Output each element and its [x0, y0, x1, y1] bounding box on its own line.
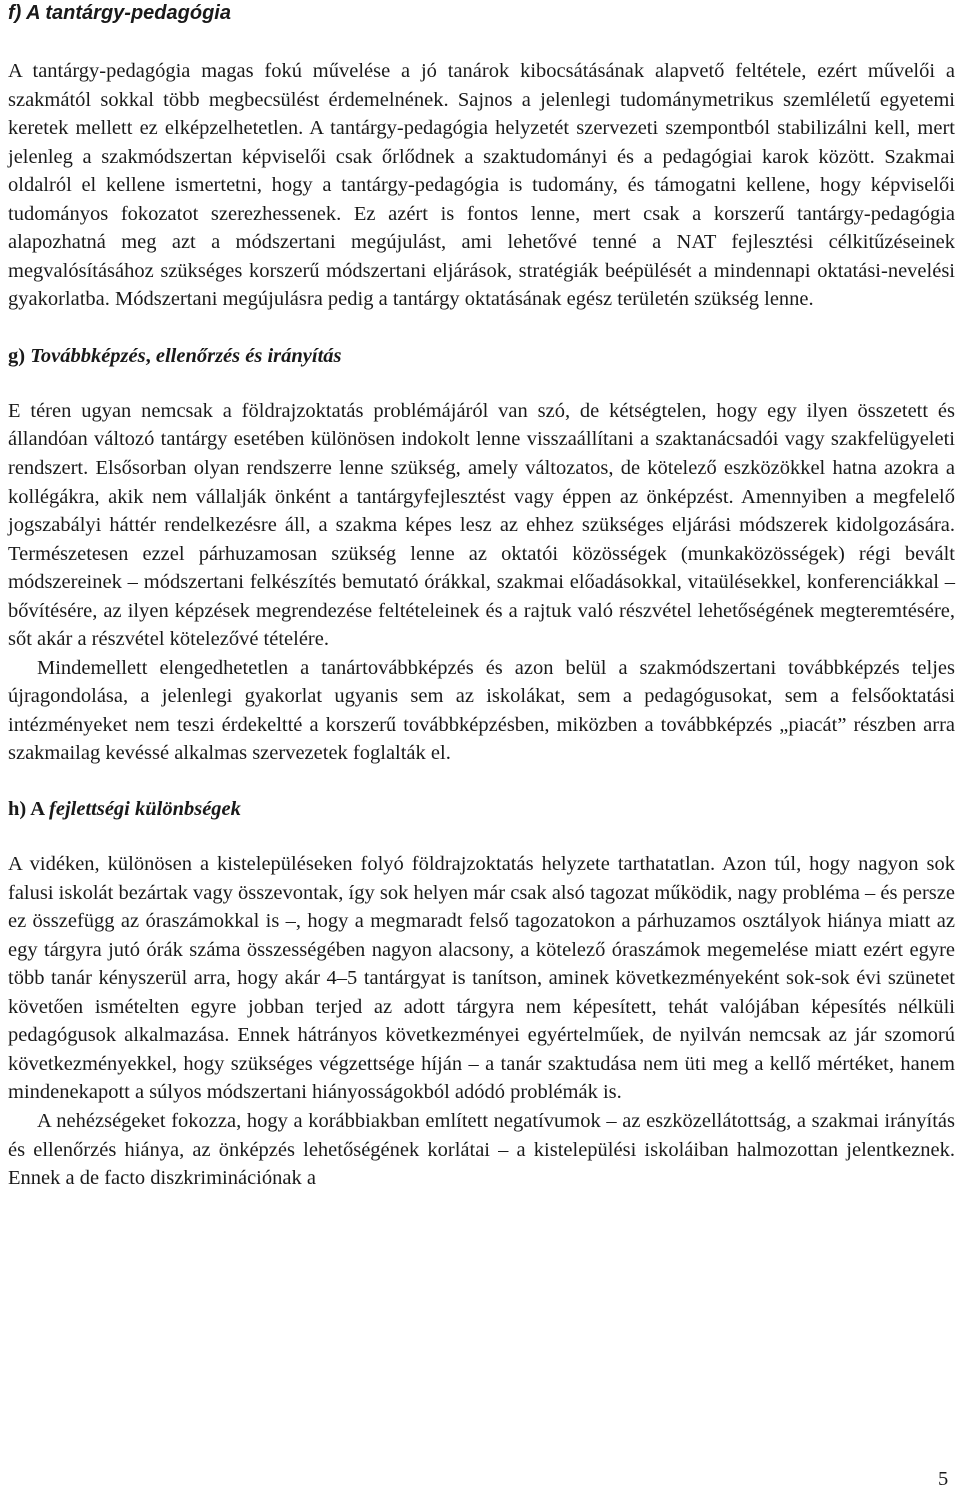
heading-g-separator: ,: [145, 344, 156, 367]
section-heading-h: [8, 796, 955, 822]
document-page: [8, 0, 955, 1193]
paragraph-f-1: A tantárgy-pedagógia magas fokú művelése a jó tanárok kibocsátásának alapvető feltétele, ezért művelői a szakmától sokkal több megbecsülést érdemelnének. Sajnos a jelenlegi tudománymetrikus szemléletű egyetemi keretek mellett ez elképzelhetetlen. A tantárgy-pedagógia helyzetét szervezeti szempontból stabilizálni kell, mert jelenleg a szakmódszertan képviselői csak őrlődnek a szaktudományi és a pedagógiai karok között. Szakmai oldalról el kellene ismertetni, hogy a tantárgy-pedagógia is tudomány, és támogatni kellene, hogy képviselői tudományos fokozatot szerezhessenek. Ez azért is fontos lenne, mert csak a korszerű tantárgy-pedagógia alapozhatná meg azt a módszertani megújulást, ami lehetővé tenné a NAT fejlesztési célkitűzéseinek megvalósításához szükséges korszerű módszertani eljárások, stratégiák beépülését a mindennapi oktatási-nevelési gyakorlatba. Módszertani megújulásra pedig a tantárgy oktatásának egész területén szükség lenne.: [8, 60, 955, 311]
paragraph-g-2: Mindemellett elengedhetetlen a tanártovábbképzés és azon belül a szakmódszertani továbbképzés teljes újragondolása, a jelenlegi gyakorlat ugyanis sem az iskolákat, sem a pedagógusokat, sem a felsőoktatási intézményeket nem teszi érdekeltté a korszerű továbbképzésben, miközben a továbbképzés „piacát” részben arra szakmailag kevéssé alkalmas szervezetek foglalták el.: [8, 656, 955, 765]
heading-h-prefix: h) A: [8, 798, 50, 821]
heading-g-part1: Továbbképzés: [30, 344, 146, 367]
page-number: 5: [938, 1468, 949, 1490]
paragraph-h-2: A nehézségeket fokozza, hogy a korábbiakban említett negatívumok – az eszközellátottság, a szakmai irányítás és ellenőrzés hiánya, az önképzés lehetőségének korlátai – a kistelepülési iskoláiban halmozottan jelentkeznek. Ennek a de facto diszkriminációnak a: [8, 1109, 955, 1190]
section-heading-g: [8, 343, 955, 369]
heading-g-part2: ellenőrzés és irányítás: [155, 344, 342, 367]
heading-g-prefix: g): [8, 344, 31, 367]
heading-h-italic: fejlettségi különbségek: [49, 798, 241, 821]
paragraph-g-1: E téren ugyan nemcsak a földrajzoktatás problémájáról van szó, de kétségtelen, hogy egy ilyen összetett és állandóan változó tantárgy esetében különösen indokolt lenne visszaállítani a szaktanácsadói vagy szakfelügyeleti rendszert. Elsősorban olyan rendszerre lenne szükség, amely változatos, de kötelező eszközökkel hatna azokra a kollégákra, akik nem vállalják önként a tantárgyfejlesztést vagy éppen az önképzést. Amennyiben a megfelelő jogszabályi háttér rendelkezésre áll, a szakma képes lesz az ehhez szükséges eljárási módszerek kidolgozására. Természetesen ezzel párhuzamosan szükség lenne az oktatói közösségek (munkaközösségek) régi bevált módszereinek – módszertani felkészítés bemutató órákkal, szakmai előadásokkal, vitaülésekkel, konferenciákkal – bővítésére, az ilyen képzések megrendezése feltételeinek és a rajtuk való részvétel lehetőségének megteremtésére, sőt akár a részvétel kötelezővé tételére.: [8, 399, 955, 651]
section-heading-f: f) A tantárgy-pedagógia: [8, 2, 231, 24]
paragraph-h-1: A vidéken, különösen a kistelepüléseken folyó földrajzoktatás helyzete tarthatatlan. Azon túl, hogy nagyon sok falusi iskolát bezártak vagy összevontak, így sok helyen már csak alsó tagozat működik, nagy probléma – és persze ez összefügg az óraszámokkal is –, hogy a megmaradt felső tagozatokon a párhuzamos osztályok hiánya miatt az egy tárgyra jutó órák száma összességében nagyon alacsony, a kötelező óraszámok megemelése miatt ezért egyre több tanár kényszerül arra, hogy akár 4–5 tantárgyat is tanítson, aminek következményeként sok-sok évi szünetet követően ismételten egyre jobban terjed az adott tárgyra nem képesített, tehát valójában képesítés nélküli pedagógusok alkalmazása. Ennek hátrányos következményei egyértelműek, de nyilván nemcsak az jár szomorú következményekkel, hogy szükséges végzettsége híján – a tanár szaktudása nem üti meg a kellő mértéket, hanem mindenekapott a súlyos módszertani hiányosságokból adódó problémák is.: [8, 853, 955, 1104]
